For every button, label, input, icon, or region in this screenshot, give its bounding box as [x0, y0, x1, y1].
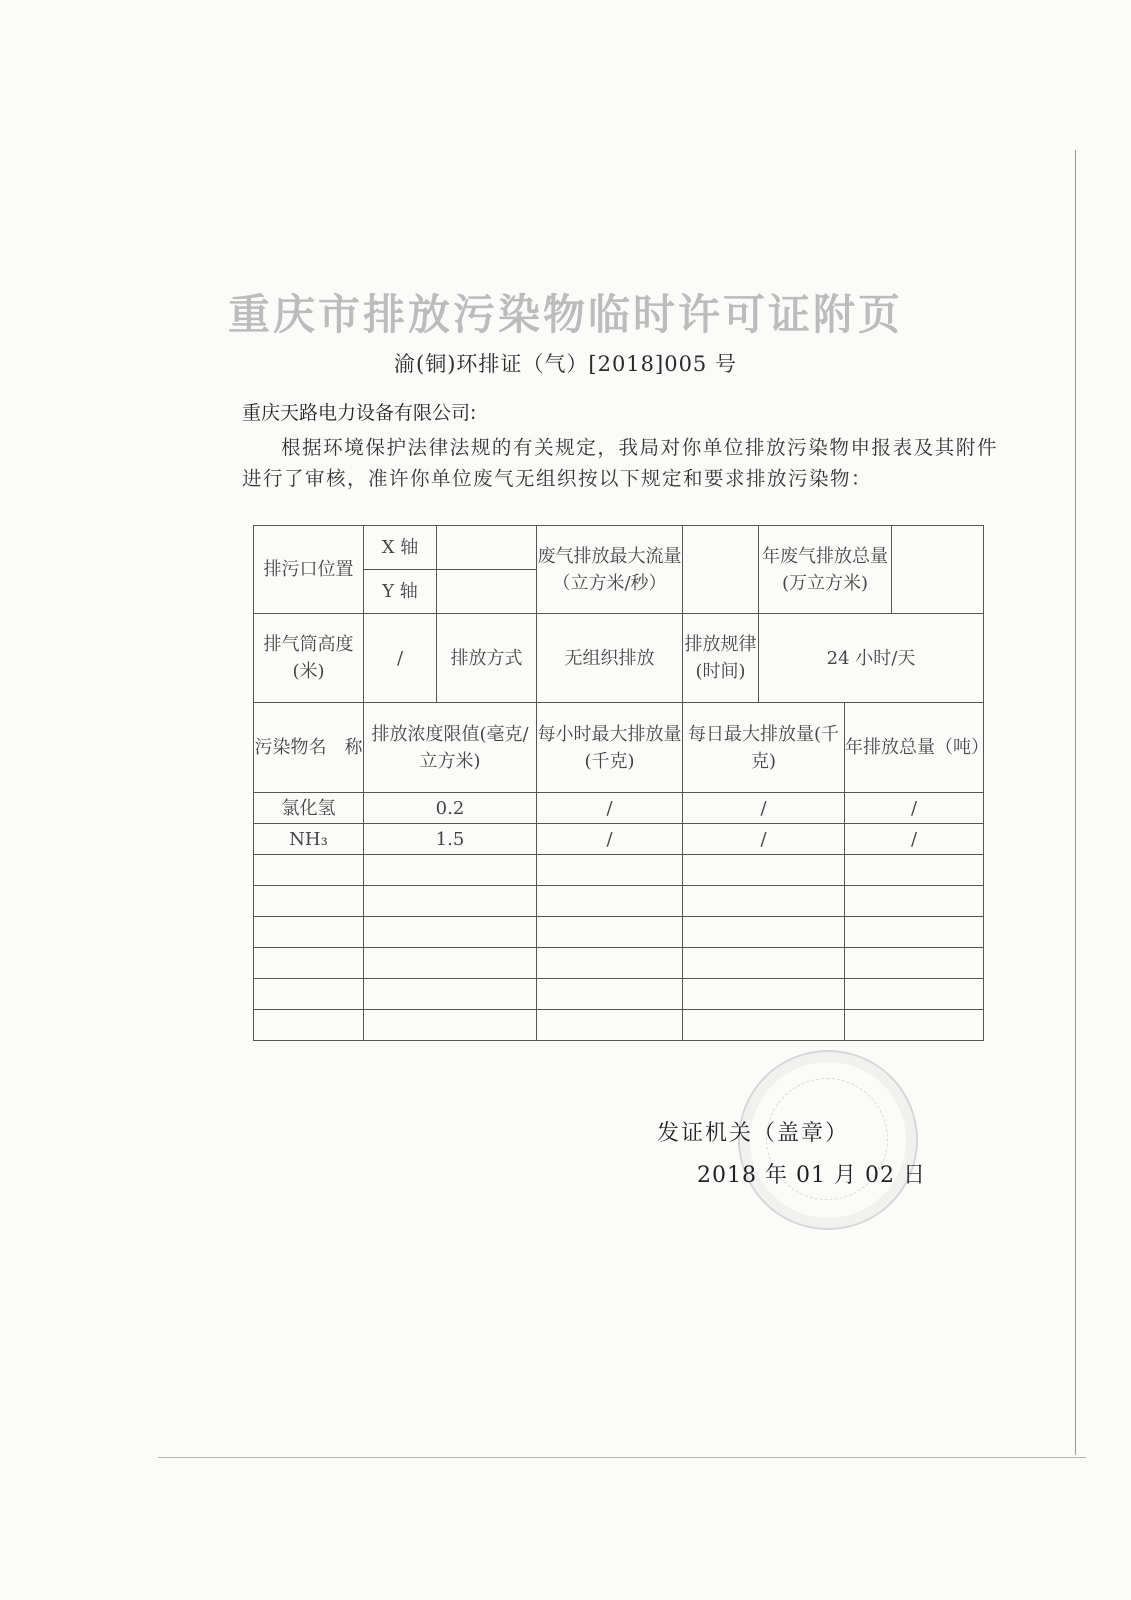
pollutant-name-header: 污染物名 称 [254, 703, 364, 793]
concentration-limit: 1.5 [364, 824, 537, 855]
table-row [254, 793, 984, 824]
concentration-limit-header: 排放浓度限值(毫克/立方米) [364, 703, 537, 793]
document-title: 重庆市排放污染物临时许可证附页 [227, 290, 903, 339]
hourly-max: / [537, 824, 683, 855]
y-axis-label: Y 轴 [364, 570, 437, 614]
empty-row [254, 948, 984, 979]
annual-total-header: 年排放总量（吨） [845, 703, 984, 793]
annual-total: / [845, 824, 984, 855]
discharge-mode-label: 排放方式 [437, 614, 537, 703]
annual-total-label: 年废气排放总量(万立方米) [759, 526, 892, 614]
hourly-max-header: 每小时最大排放量(千克) [537, 703, 683, 793]
x-axis-value [437, 526, 537, 570]
company-name: 重庆天路电力设备有限公司: [242, 402, 477, 424]
empty-row [254, 855, 984, 886]
empty-row [254, 1010, 984, 1041]
pollutant-name: 氯化氢 [254, 793, 364, 824]
stack-height-label: 排气筒高度(米) [254, 614, 364, 703]
issue-date: 2018 年 01 月 02 日 [697, 1163, 926, 1188]
y-axis-value [437, 570, 537, 614]
empty-row [254, 979, 984, 1010]
discharge-mode-value: 无组织排放 [537, 614, 683, 703]
daily-max-header: 每日最大排放量(千克) [683, 703, 845, 793]
daily-max: / [683, 824, 845, 855]
permit-table [253, 525, 989, 1041]
empty-row [254, 886, 984, 917]
concentration-limit: 0.2 [364, 793, 537, 824]
table-row [254, 824, 984, 855]
body-paragraph: 根据环境保护法律法规的有关规定，我局对你单位排放污染物申报表及其附件进行了审核，准许你单位废气无组织按以下规定和要求排放污染物： [242, 436, 998, 490]
issuing-authority: 发证机关（盖章） [657, 1121, 850, 1146]
stack-height-value: / [364, 614, 437, 703]
x-axis-label: X 轴 [364, 526, 437, 570]
scan-border-bottom [158, 1457, 1086, 1458]
pollutant-name: NH₃ [254, 824, 364, 855]
daily-max: / [683, 793, 845, 824]
schedule-label: 排放规律(时间) [683, 614, 759, 703]
max-flow-value [683, 526, 759, 614]
scan-border-right [1075, 150, 1076, 1455]
hourly-max: / [537, 793, 683, 824]
empty-row [254, 917, 984, 948]
schedule-value: 24 小时/天 [759, 614, 984, 703]
annual-total-value [892, 526, 984, 614]
outlet-position-label: 排污口位置 [254, 526, 364, 614]
annual-total: / [845, 793, 984, 824]
license-number: 渝(铜)环排证（气）[2018]005 号 [394, 352, 737, 376]
max-flow-label: 废气排放最大流量（立方米/秒） [537, 526, 683, 614]
